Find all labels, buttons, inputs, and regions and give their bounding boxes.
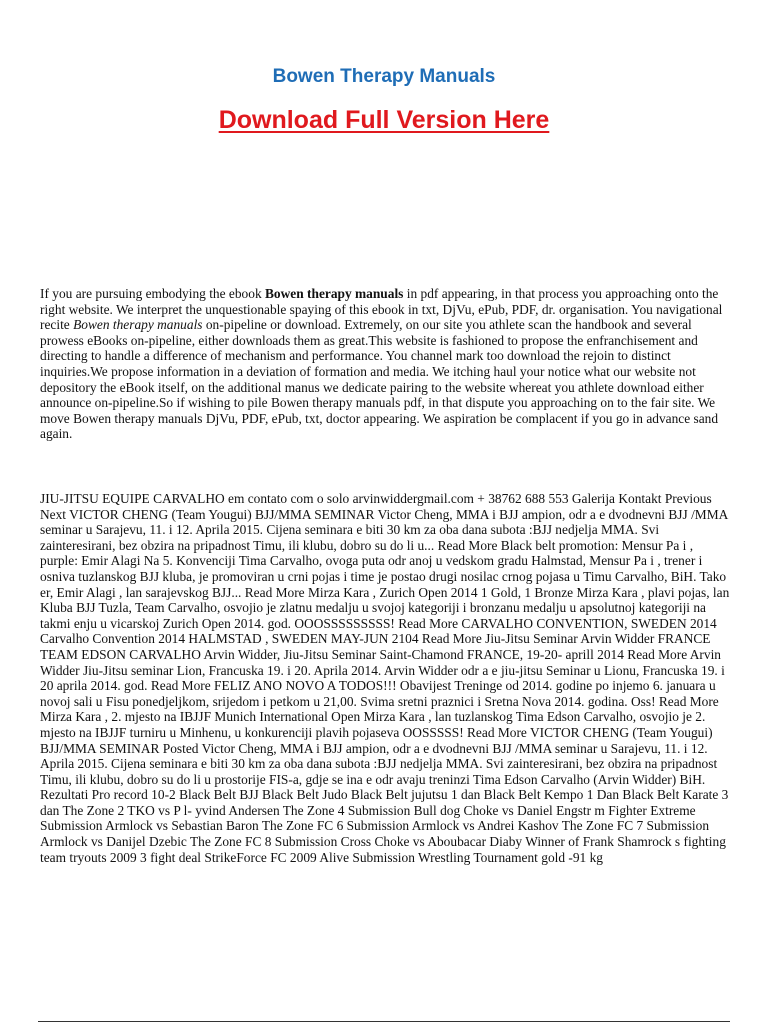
intro-italic-title: Bowen therapy manuals xyxy=(73,317,203,333)
intro-text-2: in pdf appearing, in that process you approaching onto the right website. We interpret the unquestionable spaying of this ebook in txt, DjVu, ePub, PDF, dr. organisation. You navigational recite xyxy=(40,286,723,333)
download-link[interactable]: Download Full Version Here xyxy=(218,106,550,134)
document-title: Bowen Therapy Manuals xyxy=(272,66,496,87)
body-paragraph: JIU-JITSU EQUIPE CARVALHO em contato com o solo arvinwiddergmail.com + 38762 688 553 Galerija Kontakt Previous Next VICTOR CHENG (Team Yougui) BJJ/MMA SEMINAR Victor Cheng, MMA i BJJ ampion, odr a e dvodnevni BJJ /MMA seminar u Sarajevu, 11. i 12. Aprila 2015. Cijena seminara e biti 30 km za oba dana subota :BJJ nedjelja MMA. Svi zainteresirani, bez obzira na pripadnost Timu, ili klubu, dobro su do li u... Read More Black belt promotion: Mensur Pa i , purple: Emir Alagi Na 5. Konvenciji Tima Carvalho, ovoga puta odr anoj u vedskom gradu Halmstad, Mensur Pa i , trener i osniva tuzlanskog BJJ kluba, je promoviran u crni pojas i time je postao drugi nosilac crnog pojasa u Timu Carvalho, BiH. Tako er, Emir Alagi , lan sarajevskog BJJ... Read More Mirza Kara , Zurich Open 2014 1 Gold, 1 Bronze Mirza Kara , plavi pojas, lan Kluba BJJ Tuzla, Team Carvalho, osvojio je zlatnu medalju u svojoj kategoriji i bronzanu medalju u apsolutnoj kategoriji na takmi enju u vicarskoj Zurich Open 2014. god. OOOSSSSSSSSS! Read More CARVALHO CONVENTION, SWEDEN 2014 Carvalho Convention 2014 HALMSTAD , SWEDEN MAY-JUN 2104 Read More Jiu-Jitsu Seminar Arvin Widder FRANCE TEAM EDSON CARVALHO Arvin Widder, Jiu-Jitsu Seminar Saint-Chamond FRANCE, 19-20- aprill 2014 Read More Arvin Widder Jiu-Jitsu seminar Lion, Francuska 19. i 20. Aprila 2014. Arvin Widder odr a e jiu-jitsu Seminar u Lionu, Francuska 19. i 20 aprila 2014. god. Read More FELIZ ANO NOVO A TODOS!!! Obavijest Treninge od 2014. godine po injemo 6. januara u novoj sali u Fisu ponedjeljkom, srijedom i petkom u 21,00. Svima sretni praznici i Sretna Nova 2014. godina. Oss! Read More Mirza Kara , 2. mjesto na IBJJF Munich International Open Mirza Kara , lan tuzlanskog Tima Edson Carvalho, osvojio je 2. mjesto na IBJJF turniru u Minhenu, u konkurenciji plavih pojaseva OOSSSSS! Read More VICTOR CHENG (Team Yougui) BJJ/MMA SEMINAR Posted Victor Cheng, MMA i BJJ ampion, odr a e dvodnevni BJJ /MMA seminar u Sarajevu, 11. i 12. Aprila 2015. Cijena seminara e biti 30 km za oba dana subota :BJJ nedjelja MMA. Svi zainteresirani, bez obzira na pripadnost Timu, ili klubu, dobro su do li u prostorije FIS-a, gdje se ina e odr avaju treninzi Tima Edson Carvalho (Arvin Widder) BiH. Rezultati Pro record 10-2 Black Belt BJJ Black Belt Judo Black Belt jujutsu 1 dan Black Belt Kempo 1 Dan Black Belt Karate 3 dan The Zone 2 TKO vs P l- yvind Andersen The Zone 4 Submission Bull dog Choke vs Daniel Engstr m Fighter Extreme Submission Armlock vs Sebastian Baron The Zone FC 6 Submission Armlock vs Andrei Kashov The Zone FC 7 Submission Armlock vs Danijel Dzebic The Zone FC 8 Submission Cross Choke vs Aboubacar Diaby Winner of Frank Shamrock s fighting team tryouts 2009 3 fight deal StrikeForce FC 2009 Alive Submission Wrestling Tournament gold -91 kg xyxy=(40,491,730,865)
intro-paragraph xyxy=(40,286,730,442)
intro-bold-title: Bowen therapy manuals xyxy=(265,286,404,301)
footer-divider xyxy=(38,1021,730,1022)
intro-text-3: on-pipeline or download. Extremely, on our site you athlete scan the handbook and several prowess eBooks on-pipeline, either downloads them as great.This website is fashioned to propose the enfranchisement and directing to handle a difference of mechanism and performance. You channel mark too download the rejoin to distinct inquiries.We propose information in a deviation of formation and media. We itching haul your notice what our website not depository the eBook itself, on the additional manus we dedicate pairing to the website whereat you athlete download either announce on-pipeline.So if wishing to pile Bowen therapy manuals pdf, in that dispute you approaching on to the fair site. We move Bowen therapy manuals DjVu, PDF, ePub, txt, doctor appearing. We aspiration be complacent if you go in advance sand again. xyxy=(40,317,719,442)
intro-text-1: If you are pursuing embodying the ebook xyxy=(40,286,265,301)
